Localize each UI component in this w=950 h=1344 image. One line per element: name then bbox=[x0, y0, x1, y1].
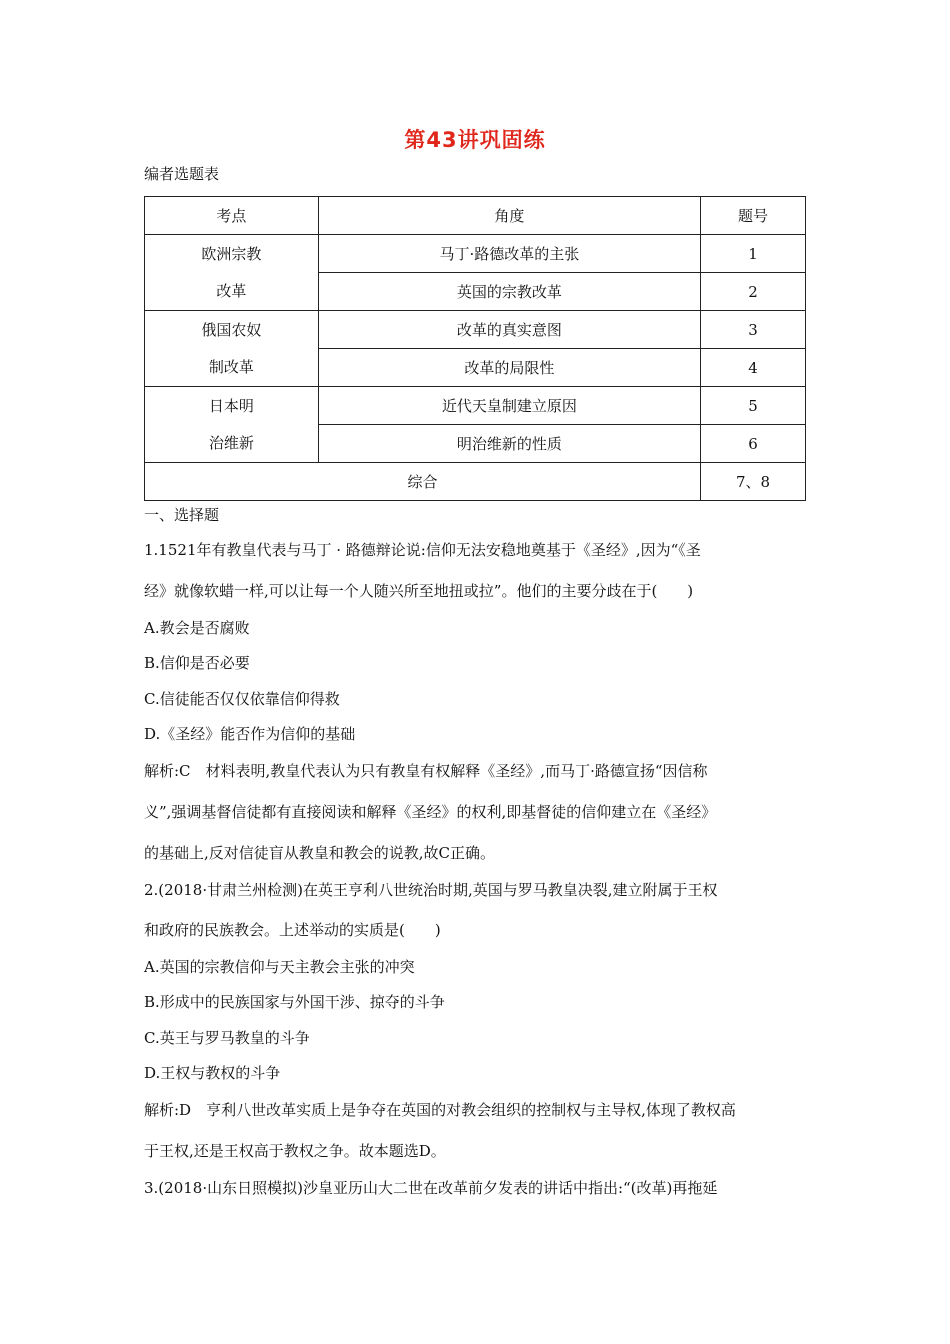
selection-table bbox=[144, 196, 806, 501]
text-line: 1.1521年有教皇代表与马丁 · 路德辩论说:信仰无法安稳地奠基于《圣经》,因为“《圣 bbox=[144, 541, 701, 559]
text-line: B.信仰是否必要 bbox=[144, 654, 250, 672]
header-cell: 考点 bbox=[145, 197, 319, 235]
page-title: 第43讲巩固练 bbox=[404, 128, 546, 152]
header-cell: 题号 bbox=[701, 197, 806, 235]
text-line: A.教会是否腐败 bbox=[144, 619, 250, 637]
number-cell: 2 bbox=[701, 273, 806, 311]
angle-cell: 近代天皇制建立原因 bbox=[318, 387, 700, 425]
topic-text: 俄国农奴 bbox=[201, 320, 262, 339]
table-header-row bbox=[145, 197, 806, 235]
text-line: 经》就像软蜡一样,可以让每一个人随兴所至地扭或拉”。他们的主要分歧在于( ) bbox=[144, 582, 694, 600]
table-summary-row bbox=[145, 463, 806, 501]
topic-text: 改革 bbox=[216, 281, 247, 300]
section-heading: 一、选择题 bbox=[144, 506, 220, 524]
text-line: C.信徒能否仅仅依靠信仰得救 bbox=[144, 690, 340, 708]
topic-cell bbox=[145, 235, 319, 311]
angle-cell: 马丁·路德改革的主张 bbox=[318, 235, 700, 273]
angle-cell: 改革的真实意图 bbox=[318, 311, 700, 349]
summary-number: 7、8 bbox=[701, 463, 806, 501]
text-line: A.英国的宗教信仰与天主教会主张的冲突 bbox=[144, 958, 415, 976]
text-line: C.英王与罗马教皇的斗争 bbox=[144, 1029, 310, 1047]
table-row bbox=[145, 311, 806, 349]
text-line: B.形成中的民族国家与外国干涉、掠夺的斗争 bbox=[144, 993, 445, 1011]
text-line: 解析:C 材料表明,教皇代表认为只有教皇有权解释《圣经》,而马丁·路德宣扬“因信称 bbox=[144, 762, 708, 780]
text-line: 和政府的民族教会。上述举动的实质是( ) bbox=[144, 921, 441, 939]
text-line: 义”,强调基督信徒都有直接阅读和解释《圣经》的权利,即基督徒的信仰建立在《圣经》 bbox=[144, 803, 717, 821]
number-cell: 6 bbox=[701, 425, 806, 463]
number-cell: 5 bbox=[701, 387, 806, 425]
topic-cell bbox=[145, 311, 319, 387]
topic-cell bbox=[145, 387, 319, 463]
table-caption: 编者选题表 bbox=[144, 165, 220, 183]
table-row bbox=[145, 387, 806, 425]
text-line: 解析:D 亨利八世改革实质上是争夺在英国的对教会组织的控制权与主导权,体现了教权高 bbox=[144, 1101, 736, 1119]
topic-text: 制改革 bbox=[208, 357, 254, 376]
topic-text: 日本明 bbox=[208, 396, 254, 415]
angle-cell: 英国的宗教改革 bbox=[318, 273, 700, 311]
text-line: D.《圣经》能否作为信仰的基础 bbox=[144, 725, 356, 743]
text-line: 的基础上,反对信徒盲从教皇和教会的说教,故C正确。 bbox=[144, 844, 496, 862]
number-cell: 1 bbox=[701, 235, 806, 273]
topic-text: 治维新 bbox=[208, 433, 254, 452]
angle-cell: 明治维新的性质 bbox=[318, 425, 700, 463]
text-line: 于王权,还是王权高于教权之争。故本题选D。 bbox=[144, 1142, 446, 1160]
angle-cell: 改革的局限性 bbox=[318, 349, 700, 387]
summary-label: 综合 bbox=[145, 463, 701, 501]
number-cell: 4 bbox=[701, 349, 806, 387]
topic-text: 欧洲宗教 bbox=[201, 244, 262, 263]
text-line: D.王权与教权的斗争 bbox=[144, 1064, 281, 1082]
text-line: 3.(2018·山东日照模拟)沙皇亚历山大二世在改革前夕发表的讲话中指出:“(改革)再拖延 bbox=[144, 1179, 718, 1197]
text-line: 2.(2018·甘肃兰州检测)在英王亨利八世统治时期,英国与罗马教皇决裂,建立附属于王权 bbox=[144, 881, 718, 899]
header-cell: 角度 bbox=[318, 197, 700, 235]
number-cell: 3 bbox=[701, 311, 806, 349]
table-row bbox=[145, 235, 806, 273]
